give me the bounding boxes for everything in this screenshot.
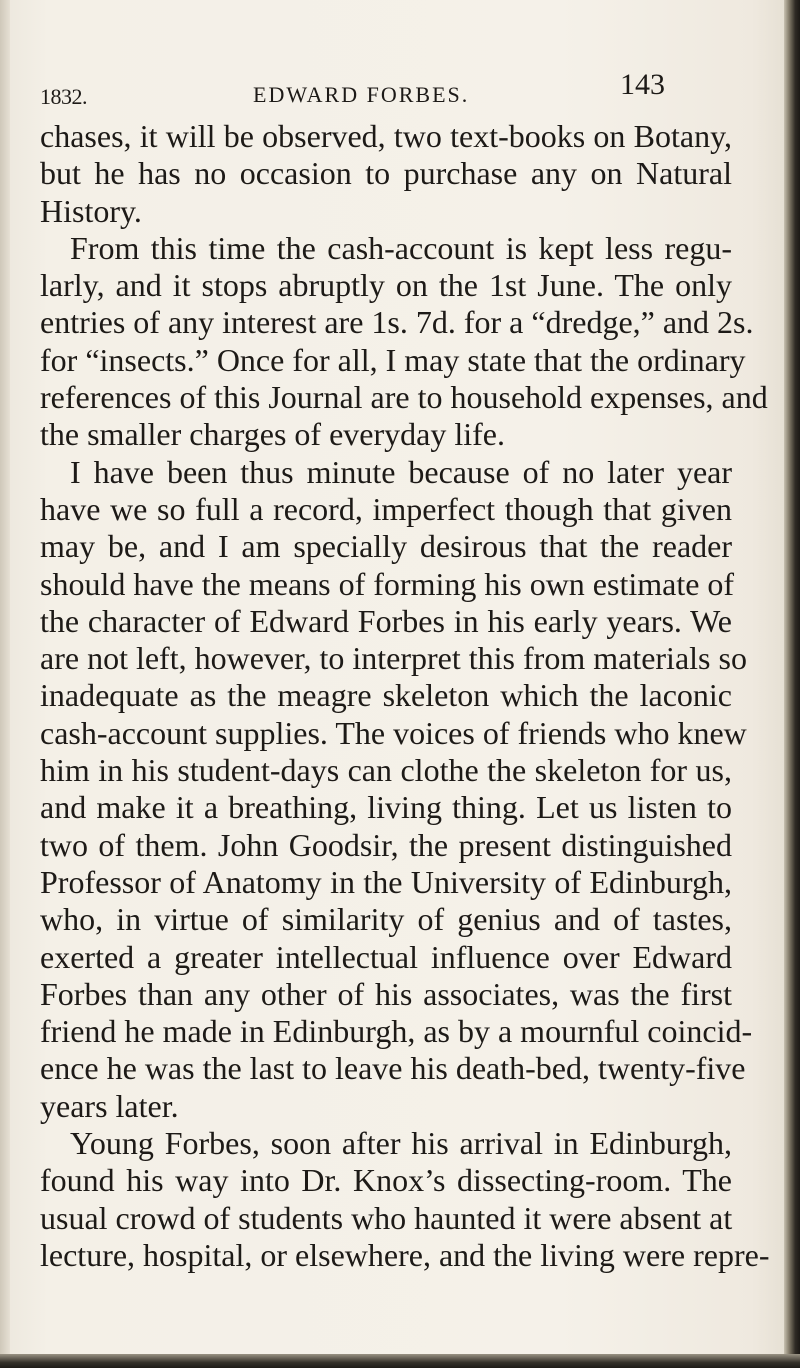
text-line: may be, and I am specially desirous that the reader bbox=[40, 528, 732, 565]
text-line: Professor of Anatomy in the University of Edinburgh, bbox=[40, 863, 732, 900]
text-line: Young Forbes, soon after his arrival in Edinburgh, bbox=[70, 1125, 732, 1162]
text-line: should have the means of forming his own estimate of bbox=[40, 565, 735, 602]
text-line: found his way into Dr. Knox’s dissecting-room. The bbox=[40, 1162, 732, 1199]
text-line: friend he made in Edinburgh, as by a mournful coincid- bbox=[40, 1013, 753, 1050]
text-line: lecture, hospital, or elsewhere, and the living were repre- bbox=[40, 1236, 770, 1273]
text-line: but he has no occasion to purchase any on Natural bbox=[40, 155, 732, 192]
text-line: larly, and it stops abruptly on the 1st June. The only bbox=[40, 267, 732, 304]
running-head-year: 1832. bbox=[40, 84, 87, 109]
text-line: for “insects.” Once for all, I may state that the ordinary bbox=[40, 341, 746, 378]
text-line: I have been thus minute because of no later year bbox=[70, 453, 732, 490]
text-line: usual crowd of students who haunted it were absent at bbox=[40, 1199, 733, 1236]
text-line: ence he was the last to leave his death-bed, twenty-five bbox=[40, 1050, 746, 1087]
text-line: chases, it will be observed, two text-books on Botany, bbox=[40, 118, 732, 154]
page-right-edge-shadow bbox=[784, 0, 800, 1368]
text-line: references of this Journal are to household expenses, and bbox=[40, 379, 768, 416]
text-line: the smaller charges of everyday life. bbox=[40, 416, 505, 453]
running-head bbox=[40, 68, 732, 114]
text-line: have we so full a record, imperfect though that given bbox=[40, 490, 732, 527]
text-line: entries of any interest are 1s. 7d. for a “dredge,” and 2s. bbox=[40, 304, 754, 341]
page-bottom-edge-shadow bbox=[0, 1354, 800, 1368]
text-line: History. bbox=[40, 192, 142, 229]
text-line: the character of Edward Forbes in his early years. We bbox=[40, 602, 732, 639]
body-text bbox=[40, 118, 770, 1274]
text-line: are not left, however, to interpret this from materials so bbox=[40, 640, 747, 677]
text-line: exerted a greater intellectual influence over Edward bbox=[40, 938, 732, 975]
text-line: two of them. John Goodsir, the present distinguished bbox=[40, 826, 732, 863]
text-line: years later. bbox=[40, 1087, 179, 1124]
page-binding-edge bbox=[0, 0, 10, 1368]
text-line: and make it a breathing, living thing. Let us listen to bbox=[40, 789, 732, 826]
running-head-title: EDWARD FORBES. bbox=[253, 82, 470, 107]
text-line: who, in virtue of similarity of genius and of tastes, bbox=[40, 901, 732, 938]
text-line: cash-account supplies. The voices of friends who knew bbox=[40, 714, 747, 751]
text-line: him in his student-days can clothe the skeleton for us, bbox=[40, 752, 732, 789]
text-line: From this time the cash-account is kept less regu- bbox=[70, 229, 732, 266]
text-line: Forbes than any other of his associates, was the first bbox=[40, 975, 732, 1012]
page-number: 143 bbox=[620, 68, 665, 101]
text-line: inadequate as the meagre skeleton which the laconic bbox=[40, 677, 732, 714]
